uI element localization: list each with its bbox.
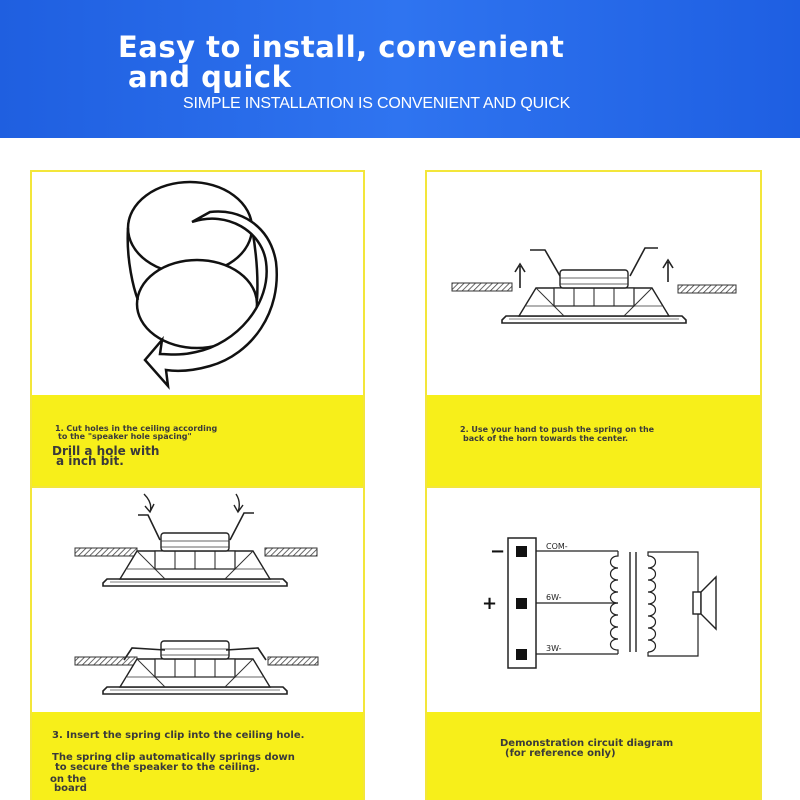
step-3-caption-line-4: on the [50,774,87,785]
step-3-caption-line-2: The spring clip automatically springs down [52,752,295,763]
circuit-diagram [508,538,716,668]
tap-3w-label: 3W- [546,644,562,653]
tap-com-label: COM- [546,542,568,551]
step-1-caption-line-2: to the "speaker hole spacing" [58,432,192,441]
minus-terminal-label: − [490,541,506,562]
page-subtitle: SIMPLE INSTALLATION IS CONVENIENT AND QUICK [183,95,571,112]
step-3-caption-line-1: 3. Insert the spring clip into the ceiling hole. [52,730,305,741]
step-4-caption-line-1: Demonstration circuit diagram [500,738,674,749]
step-4-caption-line-2: (for reference only) [505,748,616,759]
push-spring-illustration [452,248,736,323]
step-1-caption-line-3: Drill a hole with [52,444,160,458]
step-1-caption-line-1: 1. Cut holes in the ceiling according [55,424,218,433]
plus-terminal-label: + [482,593,498,614]
step-2-caption-line-2: back of the horn towards the center. [463,434,629,443]
step-3-caption-line-3: to secure the speaker to the ceiling. [55,762,260,773]
step-1-caption-line-4: a inch bit. [56,454,124,468]
title-line-1: Easy to install, convenient [118,30,565,64]
insert-clip-illustration [75,494,318,694]
tap-6w-label: 6W- [546,593,562,602]
step-3-caption-line-5: board [54,783,87,794]
title-line-2: and quick [128,60,292,94]
ring-cutting-illustration [128,182,277,386]
step-2-caption-line-1: 2. Use your hand to push the spring on the [460,425,655,434]
